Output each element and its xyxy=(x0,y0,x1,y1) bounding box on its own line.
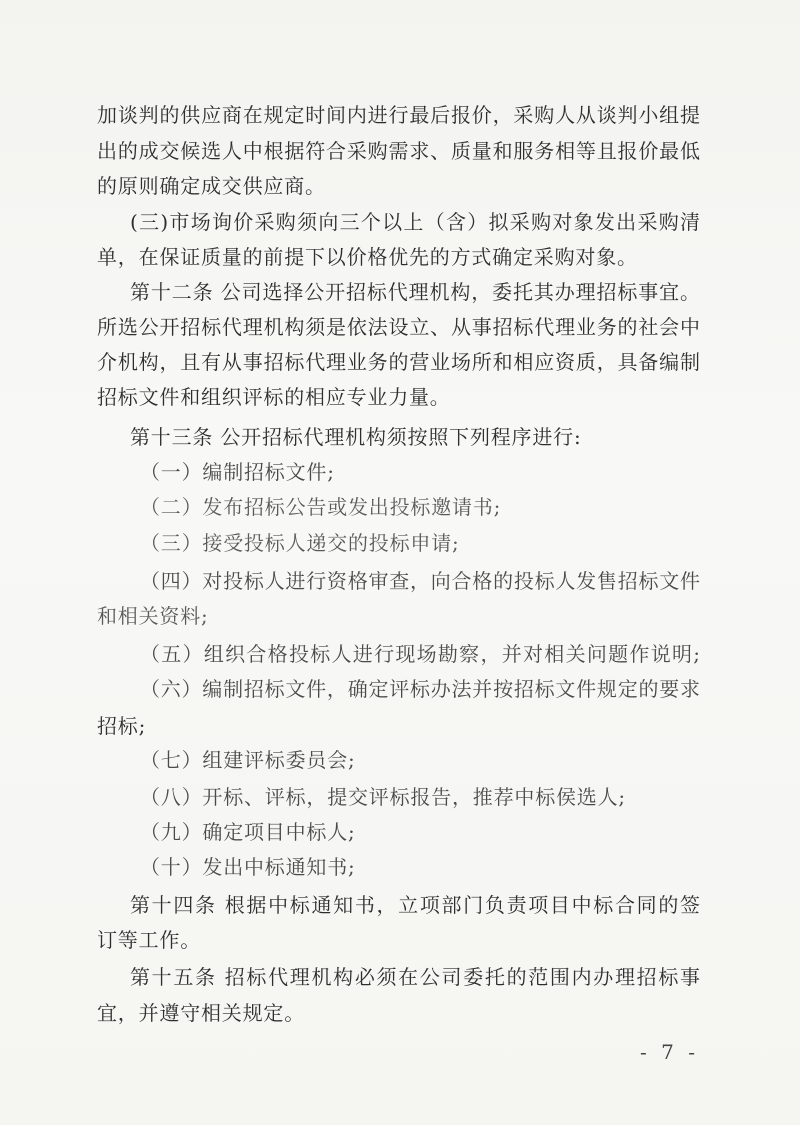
text-line: 招标文件和组织评标的相应专业力量。 xyxy=(97,385,451,409)
text-line: (三)市场询价采购须向三个以上（含）拟采购对象发出采购清 xyxy=(130,210,700,234)
list-item-continuation: 招标; xyxy=(97,714,147,738)
list-item: （六）编制招标文件，确定评标办法并按招标文件规定的要求 xyxy=(140,677,700,701)
list-item: （十）发出中标通知书; xyxy=(140,855,356,879)
text-line: 出的成交候选人中根据符合采购需求、质量和服务相等且报价最低 xyxy=(97,139,700,163)
list-item: （二）发布招标公告或发出投标邀请书; xyxy=(140,495,502,519)
text-line: 的原则确定成交供应商。 xyxy=(97,174,326,198)
text-line: 加谈判的供应商在规定时间内进行最后报价，采购人从谈判小组提 xyxy=(97,103,700,127)
text-line: 第十二条 公司选择公开招标代理机构，委托其办理招标事宜。 xyxy=(130,280,700,304)
text-line: 宜，并遵守相关规定。 xyxy=(97,1001,305,1025)
list-item: （四）对投标人进行资格审查，向合格的投标人发售招标文件 xyxy=(140,569,700,593)
text-line: 所选公开招标代理机构须是依法设立、从事招标代理业务的社会中 xyxy=(97,315,700,339)
text-line: 单，在保证质量的前提下以价格优先的方式确定采购对象。 xyxy=(97,245,638,269)
list-item: （五）组织合格投标人进行现场勘察，并对相关问题作说明; xyxy=(140,642,700,666)
list-item: （七）组建评标委员会; xyxy=(140,748,356,772)
text-line: 第十四条 根据中标通知书，立项部门负责项目中标合同的签 xyxy=(130,893,700,917)
list-item-continuation: 和相关资料; xyxy=(97,604,209,628)
text-line: 订等工作。 xyxy=(97,928,201,952)
text-line: 介机构，且有从事招标代理业务的营业场所和相应资质，具备编制 xyxy=(97,350,700,374)
list-item: （九）确定项目中标人; xyxy=(140,820,356,844)
page-number: - 7 - xyxy=(640,1040,699,1064)
text-line: 第十五条 招标代理机构必须在公司委托的范围内办理招标事 xyxy=(130,965,700,989)
list-item: （一）编制招标文件; xyxy=(140,460,335,484)
list-item: （八）开标、评标，提交评标报告，推荐中标侯选人; xyxy=(140,785,626,809)
text-line: 第十三条 公开招标代理机构须按照下列程序进行: xyxy=(130,425,582,449)
list-item: （三）接受投标人递交的投标申请; xyxy=(140,531,460,555)
